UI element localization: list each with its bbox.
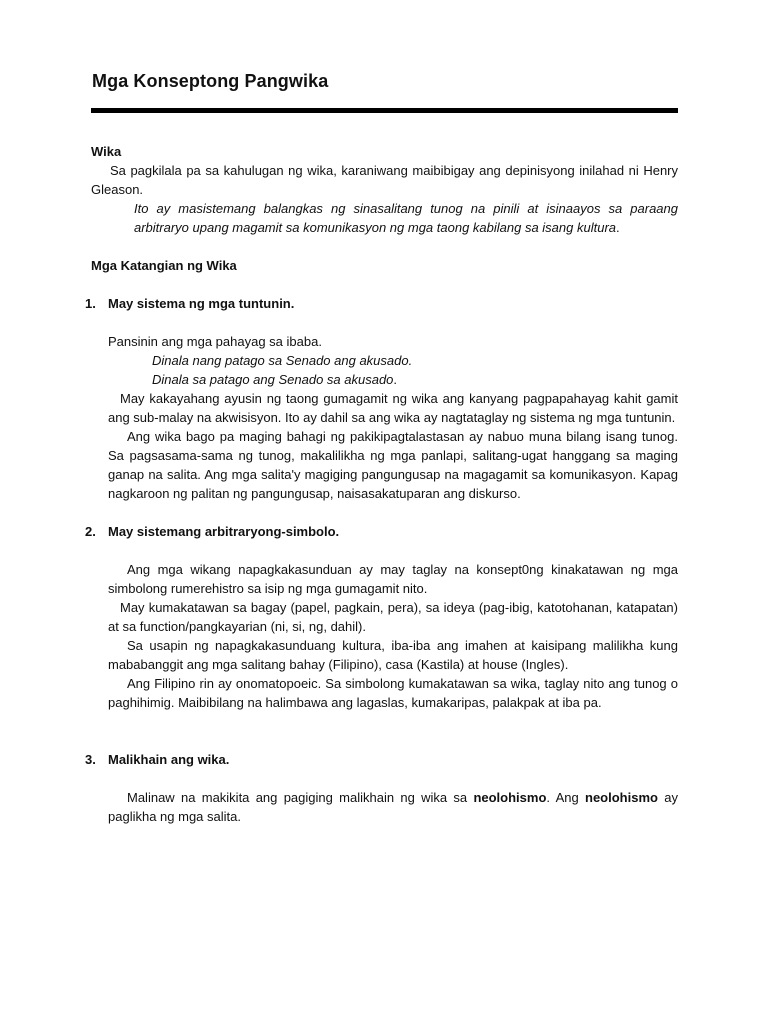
section-2-number: 2. — [85, 524, 96, 539]
section-1-example-2-text: Dinala sa patago ang Senado sa akusado — [152, 372, 394, 387]
section-2-paragraph-3-text: Sa usapin ng napagkakasunduang kultura, iba-iba ang imahen at kaisipang malilikha kung mababanggit ang mga salitang bahay (Filipino), casa (Kastila) at house (Ingles). — [108, 638, 678, 672]
section-1-example-1 — [152, 351, 678, 370]
section-1-heading — [85, 294, 678, 313]
document-body — [85, 142, 678, 826]
section-3-text-e: ay paglikha ng mga salita. — [108, 790, 678, 824]
section-1-paragraph-1-text: May kakayahang ayusin ng taong gumagamit ng wika ang kanyang pagpapahayag kahit gamit ang sub-malay na akwisisyon. Ito ay dahil sa ang wika ay nagtataglay ng sistema ng mga tuntunin. — [108, 391, 678, 425]
section-2-body — [108, 560, 678, 712]
section-1-paragraph-2 — [108, 427, 678, 503]
section-1-paragraph-2-text: Ang wika bago pa maging bahagi ng pakikipagtalastasan ay nabuo muna bilang isang tunog. Sa pagsasama-sama ng tunog, makalilikha ng mga panlapi, salitang-ugat hanggang sa maging ganap na salita. Ang mga salita'y magiging pangungusap na magagamit sa komunikasyon. Kapag nagkaroon ng palitan ng pangungusap, naisasakatuparan ang diskurso. — [108, 429, 678, 501]
section-2-title: May sistemang arbitraryong-simbolo. — [108, 524, 340, 539]
wika-intro — [91, 161, 678, 199]
section-2-paragraph-4 — [108, 674, 678, 712]
section-3-title: Malikhain ang wika. — [108, 752, 230, 767]
section-3-text-a: Malinaw na makikita ang pagiging malikhain ng wika sa — [127, 790, 474, 805]
section-2-paragraph-1 — [108, 560, 678, 598]
section-2-paragraph-4-text: Ang Filipino rin ay onomatopoeic. Sa simbolong kumakatawan sa wika, taglay nito ang tunog o paghihimig. Maibibilang na halimbawa ang lagaslas, kumakaripas, palakpak at iba pa. — [108, 676, 678, 710]
section-1-example-2-period: . — [393, 372, 398, 387]
title-divider — [91, 108, 678, 113]
section-3-heading — [85, 750, 678, 769]
section-2-paragraph-3 — [108, 636, 678, 674]
gleason-quote-text: Ito ay masistemang balangkas ng sinasalitang tunog na pinili at isinaayos sa paraang arbitraryo upang magamit sa komunikasyon ng mga taong kabilang sa isang kultura — [134, 201, 678, 235]
section-1-example-2 — [152, 370, 678, 389]
section-2-paragraph-2-text: May kumakatawan sa bagay (papel, pagkain, pera), sa ideya (pag-ibig, katotohanan, katapatan) at sa function/pangkayarian (ni, si, ng, dahil). — [108, 600, 678, 634]
section-1-number: 1. — [85, 296, 96, 311]
neolohismo-term-1: neolohismo — [473, 790, 547, 805]
section-1-title: May sistema ng mga tuntunin. — [108, 296, 295, 311]
section-1-body — [108, 332, 678, 503]
wika-heading: Wika — [91, 144, 122, 159]
section-2-paragraph-1-text: Ang mga wikang napagkakasunduan ay may taglay na konsept0ng kinakatawan ng mga simbolong rumerehistro sa isip ng mga gumagamit nito. — [108, 562, 678, 596]
neolohismo-term-2: neolohismo — [585, 790, 658, 805]
section-3-paragraph-1 — [108, 788, 678, 826]
section-1-example-1-text: Dinala nang patago sa Senado ang akusado. — [152, 353, 413, 368]
gleason-quote-period: . — [616, 220, 620, 235]
document-title: Mga Konseptong Pangwika — [92, 71, 329, 91]
section-3-number: 3. — [85, 752, 96, 767]
section-3-text-c: . Ang — [546, 790, 586, 805]
section-3-body — [108, 788, 678, 826]
section-2-heading — [85, 522, 678, 541]
section-1-paragraph-1 — [108, 389, 678, 427]
katangian-heading: Mga Katangian ng Wika — [91, 258, 237, 273]
wika-intro-text: Sa pagkilala pa sa kahulugan ng wika, karaniwang maibibigay ang depinisyong inilahad ni Henry Gleason. — [91, 163, 678, 197]
gleason-quote — [134, 199, 678, 237]
section-2-paragraph-2 — [108, 598, 678, 636]
section-1-pansinin: Pansinin ang mga pahayag sa ibaba. — [108, 334, 322, 349]
